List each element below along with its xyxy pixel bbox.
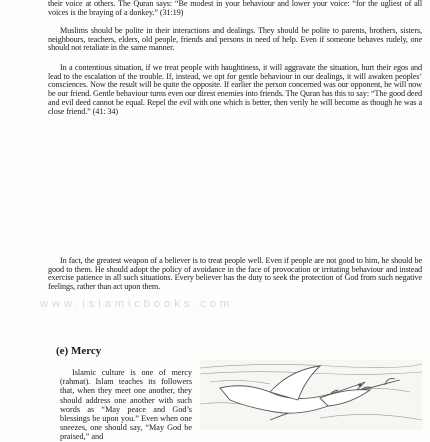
paragraph-quran-modesty: their voice at others. The Quran says: “Be modest in your behaviour and lower your voice: “for the ugliest of all voices is the braying of a donkey.” (31:19) [48,0,422,17]
watermark-text: www.islamicbooks.com [40,298,234,310]
paragraph-believer-weapon: In fact, the greatest weapon of a believer is to treat people well. Even if people are not good to him, he should be good to them. He should adopt the policy of avoidance in the face of provocation or irritating behaviour and instead exercise patience in all such situations. Every believer has the duty to seek the protection of God from such negative feelings, rather than act upon them. [48,256,422,292]
mercy-paragraph: Islamic culture is one of mercy (rahmat). Islam teaches its followers that, when they meet one another, they should address one another with such words as “May peace and God’s blessings be upon you.” Even when one sneezes, one should say, “May God be praised,” and [60,368,192,442]
section-heading: (e) Mercy [56,345,102,357]
paragraph-politeness: Muslims should be polite in their interactions and dealings. They should be polite to parents, brothers, sisters, neighbours, teachers, elders, old people, friends and persons in need of help. Even if someone behaves rudely, one should not retaliate in the same manner. [48,26,422,53]
paragraph-contentious-situation: In a contentious situation, if we treat people with haughtiness, it will aggravate the situation, hurt their egos and lead to the escalation of the trouble. If, instead, we opt for gentle behaviour in our dealings, it will awaken peoples’ consciences. Now the result will be quite the opposite. If earlier the person concerned was our opponent, he will now be our friend. Gentle behaviour turns even our direst enemies into friends. The Quran has this to say: “The good deed and evil deed cannot be equal. Repel the evil with one which is better, then verily he will become as though he was a close friend.” (41: 34) [48,63,422,116]
dove-illustration [200,360,422,430]
